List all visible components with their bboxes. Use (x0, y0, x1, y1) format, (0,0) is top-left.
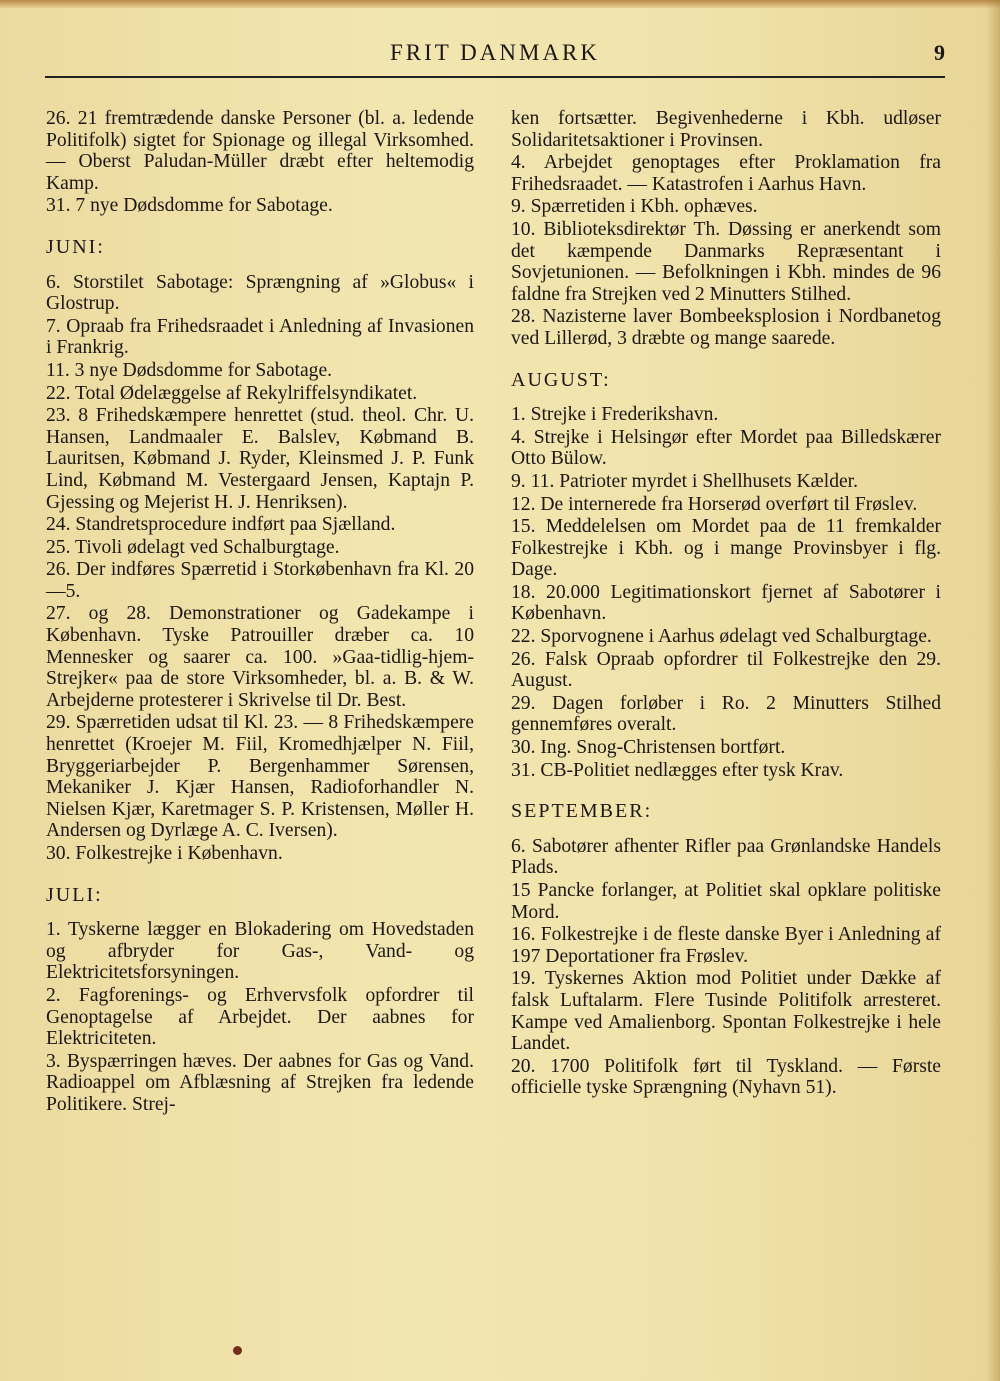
entry-september-20: 20. 1700 Politifolk ført til Tyskland. — Første officielle tyske Sprængning (Nyhavn 51). (511, 1055, 941, 1099)
entry-june-30: 30. Folkestrejke i København. (46, 843, 283, 864)
entry-august-18: 18. 20.000 Legitimationskort fjernet af Sabotører i København. (511, 581, 941, 625)
section-heading-august: AUGUST: (511, 368, 611, 391)
running-title: FRIT DANMARK (389, 40, 601, 65)
entry-june-29: 29. Spærretiden udsat til Kl. 23. — 8 Frihedskæmpere henrettet (Kroejer M. Fiil, Kromedhjælper N. Fiil, Bryggeriarbejder P. Bergenhammer Sørensen, Mekaniker J. Kjær Hansen, Radioforhandler N. Nielsen Kjær, Karetmager S. P. Kristensen, Møller H. Andersen og Dyrlæge A. C. Iversen). (46, 712, 474, 842)
entry-june-7: 7. Opraab fra Frihedsraadet i Anledning af Invasionen i Frankrig. (46, 315, 474, 359)
section-heading-september: SEPTEMBER: (511, 800, 653, 823)
entry-may-31: 31. 7 nye Dødsdomme for Sabotage. (46, 195, 333, 217)
entry-july-3: 3. Byspærringen hæves. Der aabnes for Gas og Vand. Radioappel om Afblæsning af Strejken fra ledende Politikere. Strej- (46, 1050, 474, 1115)
paper-right-edge (986, 0, 1000, 1381)
section-heading-july: JULI: (46, 883, 103, 906)
entry-september-6: 6. Sabotører afhenter Rifler paa Grønlandske Handels Plads. (511, 835, 941, 879)
entry-june-26: 26. Der indføres Spærretid i Storkøbenhavn fra Kl. 20—5. (46, 559, 474, 602)
left-column (46, 108, 474, 1117)
paper-top-edge (0, 0, 1000, 8)
entry-september-15: 15 Pancke forlanger, at Politiet skal opklare politiske Mord. (511, 880, 941, 923)
entry-july-4: 4. Arbejdet genoptages efter Proklamation fra Frihedsraadet. — Katastrofen i Aarhus Havn. (511, 152, 941, 195)
ink-spot (233, 1346, 242, 1355)
entry-june-24: 24. Standretsprocedure indført paa Sjælland. (46, 514, 396, 536)
page-number: 9 (934, 40, 945, 65)
entry-august-12: 12. De internerede fra Horserød overført til Frøslev. (511, 493, 918, 515)
entry-august-1: 1. Strejke i Frederikshavn. (511, 404, 719, 426)
entry-may-26: 26. 21 fremtrædende danske Personer (bl. a. ledende Politifolk) sigtet for Spionage og illegal Virksomhed. — Oberst Paludan-Müller dræbt efter heltemodig Kamp. (46, 108, 474, 194)
entry-july-9: 9. Spærretiden i Kbh. ophæves. (511, 196, 758, 218)
entry-september-19: 19. Tyskernes Aktion mod Politiet under Dække af falsk Luftalarm. Flere Tusinde Politifolk arresteret. Kampe ved Amalienborg. Spontan Folkestrejke i hele Landet. (511, 968, 941, 1055)
entry-july-10: 10. Biblioteksdirektør Th. Døssing er anerkendt som det kæmpende Danmarks Repræsentant i Sovjetunionen. — Befolkningen i Kbh. mindes de 96 faldne fra Strejken ved 2 Minutters Stilhed. (511, 218, 941, 305)
entry-july-2: 2. Fagforenings- og Erhvervsfolk opfordrer til Genoptagelse af Arbejdet. Der aabnes for Elektriciteten. (46, 984, 474, 1050)
entry-june-23: 23. 8 Frihedskæmpere henrettet (stud. theol. Chr. U. Hansen, Landmaaler E. Balslev, Købmand B. Lauritsen, Købmand J. Ryder, Kleinsmed J. P. Funk Lind, Købmand M. Vestergaard Jensen, Kaptajn P. Gjessing og Mejerist H. J. Henriksen). (46, 405, 474, 513)
entry-june-11: 11. 3 nye Dødsdomme for Sabotage. (46, 359, 333, 381)
entry-august-26: 26. Falsk Opraab opfordrer til Folkestrejke den 29. August. (511, 648, 941, 692)
entry-august-15: 15. Meddelelsen om Mordet paa de 11 fremkalder Folkestrejke i Kbh. og i mange Provinsbyer i flg. Dage. (511, 516, 941, 581)
entry-august-30: 30. Ing. Snog-Christensen bortført. (511, 737, 786, 759)
entry-june-22: 22. Total Ødelæggelse af Rekylriffelsyndikatet. (46, 382, 418, 404)
entry-june-27-28: 27. og 28. Demonstrationer og Gadekampe i København. Tyske Patrouiller dræber ca. 10 Mennesker og saarer ca. 100. »Gaa-tidlig-hjem-Strejker« paa de store Virksomheder, bl. a. B. & W. Arbejderne protesterer i Skrivelse til Dr. Best. (46, 603, 474, 711)
entry-august-31: 31. CB-Politiet nedlægges efter tysk Krav. (511, 759, 844, 781)
entry-june-6: 6. Storstilet Sabotage: Sprængning af »Globus« i Glostrup. (46, 271, 474, 315)
right-column (511, 108, 941, 1100)
entry-august-4: 4. Strejke i Helsingør efter Mordet paa Billedskærer Otto Bülow. (511, 426, 941, 470)
entry-june-25: 25. Tivoli ødelagt ved Schalburgtage. (46, 536, 340, 558)
entry-july-3-continued: ken fortsætter. Begivenhederne i Kbh. udløser Solidaritetsaktioner i Provinsen. (511, 108, 941, 151)
entry-august-29: 29. Dagen forløber i Ro. 2 Minutters Stilhed gennemføres overalt. (511, 692, 941, 736)
entry-september-16: 16. Folkestrejke i de fleste danske Byer i Anledning af 197 Deportationer fra Frøslev. (511, 924, 941, 967)
entry-august-22: 22. Sporvognene i Aarhus ødelagt ved Schalburgtage. (511, 626, 932, 648)
entry-august-9: 9. 11. Patrioter myrdet i Shellhusets Kælder. (511, 470, 859, 492)
entry-july-1: 1. Tyskerne lægger en Blokadering om Hovedstaden og afbryder for Gas-, Vand- og Elektricitetsforsyningen. (46, 919, 474, 984)
page-header (45, 36, 945, 78)
section-heading-june: JUNI: (46, 235, 105, 258)
entry-july-28: 28. Nazisterne laver Bombeeksplosion i Nordbanetog ved Lillerød, 3 dræbte og mange saarede. (511, 306, 941, 349)
